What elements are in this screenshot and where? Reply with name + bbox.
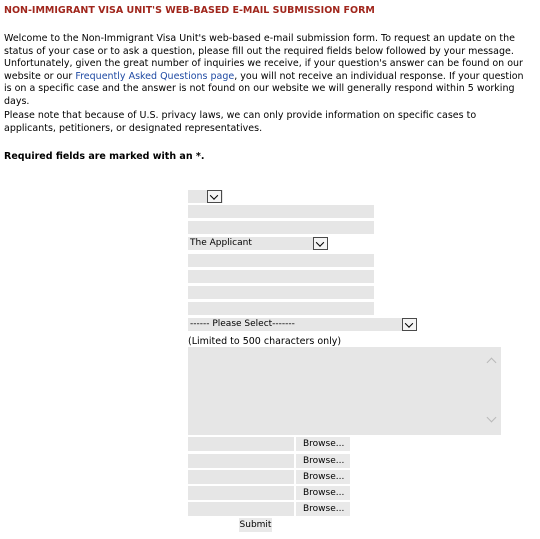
file-input-5[interactable]: [188, 502, 294, 516]
file-input-1[interactable]: [188, 437, 294, 451]
file-input-4[interactable]: [188, 486, 294, 500]
faq-link[interactable]: Frequently Asked Questions page: [75, 70, 235, 82]
message-textarea[interactable]: [188, 347, 501, 435]
scroll-up-icon[interactable]: [487, 358, 497, 368]
passport-input[interactable]: [188, 302, 374, 315]
you-are-dropdown-arrow-icon[interactable]: [313, 237, 328, 250]
page-title: NON-IMMIGRANT VISA UNIT'S WEB-BASED E-MAIL SUBMISSION FORM: [4, 5, 375, 16]
browse-button-1[interactable]: Browse...: [296, 437, 350, 451]
privacy-note: Please note that because of U.S. privacy laws, we can only provide information on specific cases to applicants, petitioners, or designated representatives.: [4, 110, 477, 134]
topic-select[interactable]: ------ Please Select-------: [188, 318, 416, 331]
file-input-2[interactable]: [188, 454, 294, 468]
browse-button-4[interactable]: Browse...: [296, 486, 350, 500]
surname-input[interactable]: [188, 205, 374, 218]
prefix-dropdown-arrow-icon[interactable]: [207, 190, 222, 203]
you-are-select[interactable]: The Applicant: [188, 237, 328, 250]
required-note: Required fields are marked with an *.: [4, 151, 205, 162]
intro-text-1: Welcome to the Non-Immigrant Visa Unit's web-based e-mail submission form. To request an update on the status of your case or to ask a question, please fill out the required fields below followed by your message. Unfortunately, given the great number of inquiries we receive, if your question's answer can be found on our website or our: [4, 33, 523, 82]
intro-text-2: , you will not receive an individual response. If your question is on a specific case and the answer is not found on our website we will generally respond within 5 working days.: [4, 70, 524, 107]
topic-dropdown-arrow-icon[interactable]: [402, 318, 417, 331]
browse-button-3[interactable]: Browse...: [296, 470, 350, 484]
browse-button-5[interactable]: Browse...: [296, 502, 350, 516]
message-hint: (Limited to 500 characters only): [188, 336, 342, 347]
phone-input[interactable]: [188, 254, 374, 267]
intro-paragraph: [4, 33, 530, 108]
file-input-3[interactable]: [188, 470, 294, 484]
submit-button[interactable]: Submit: [239, 520, 272, 530]
scroll-down-icon[interactable]: [487, 413, 497, 423]
browse-button-2[interactable]: Browse...: [296, 454, 350, 468]
given-name-input[interactable]: [188, 221, 374, 234]
cell-input[interactable]: [188, 270, 374, 283]
email-input[interactable]: [188, 286, 374, 299]
